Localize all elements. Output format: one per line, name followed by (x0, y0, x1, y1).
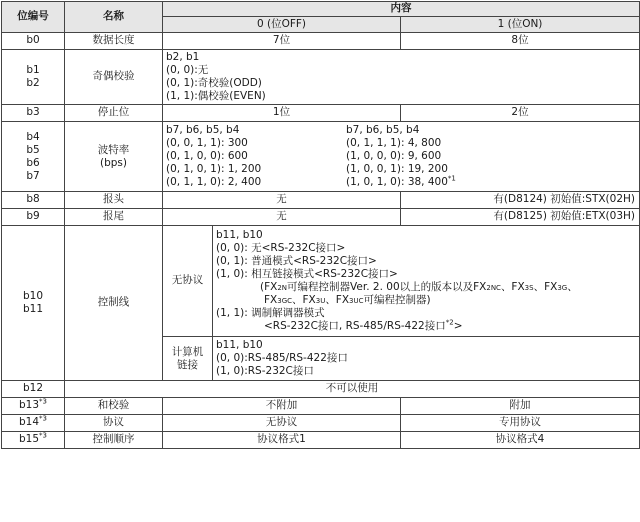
row-b9 (2, 209, 640, 226)
baud-name: 波特率 (97, 143, 130, 156)
baud-line: b7, b6, b5, b4 (166, 124, 240, 136)
name-cell: 控制线 (65, 226, 163, 381)
off-cell: 无 (163, 192, 401, 209)
control-line: (1, 1): 调制解调器模式 (216, 307, 325, 319)
row-b14 (2, 415, 640, 432)
baud-line: b7, b6, b5, b4 (346, 124, 420, 136)
control-line: (0, 1): 普通模式<RS-232C接口> (216, 255, 377, 267)
baud-line: (0, 1, 0, 1): 1, 200 (166, 163, 262, 175)
link-label (163, 337, 213, 381)
off-cell: 无 (163, 209, 401, 226)
bit-label: b2 (26, 77, 40, 89)
text-part: FX (264, 294, 278, 306)
row-b3 (2, 105, 640, 122)
row-b10-b11-noproto (2, 226, 640, 337)
baud-columns (166, 124, 636, 189)
text-part: 、FX (292, 294, 316, 306)
name-cell: 协议 (65, 415, 163, 432)
link-line: b11, b10 (216, 339, 263, 351)
name-cell: 数据长度 (65, 33, 163, 50)
on-cell: 附加 (401, 398, 640, 415)
baud-line (346, 176, 546, 189)
on-cell: 专用协议 (401, 415, 640, 432)
name-cell: 控制顺序 (65, 432, 163, 449)
baud-content (163, 122, 640, 192)
header-off: 0 (位OFF) (163, 17, 401, 33)
bit-cell (2, 226, 65, 381)
model-suffix: 2NC (486, 284, 501, 292)
model-suffix: 3GC (277, 297, 292, 305)
row-b4-b7 (2, 122, 640, 192)
baud-line: (0, 1, 1, 0): 2, 400 (166, 176, 262, 188)
text-part: <RS-232C接口, RS-485/RS-422接口 (264, 320, 446, 332)
name-cell: 停止位 (65, 105, 163, 122)
text-part: 、FX (500, 281, 525, 293)
on-cell: 8位 (401, 33, 640, 50)
parity-line: (0, 0):无 (166, 64, 209, 76)
row-b8 (2, 192, 640, 209)
no-protocol-content (213, 226, 640, 337)
model-suffix: 3G (557, 284, 568, 292)
parity-line: b2, b1 (166, 51, 200, 63)
on-cell: 协议格式4 (401, 432, 640, 449)
baud-line: (1, 0, 0, 1): 19, 200 (346, 163, 448, 175)
off-cell: 7位 (163, 33, 401, 50)
header-on: 1 (位ON) (401, 17, 640, 33)
control-line: (0, 0): 无<RS-232C接口> (216, 242, 346, 254)
row-b0 (2, 33, 640, 50)
control-line: (1, 0): 相互链接模式<RS-232C接口> (216, 268, 398, 280)
bit-cell: b9 (2, 209, 65, 226)
header-bit-no: 位编号 (2, 2, 65, 33)
bit-label: b15 (19, 433, 40, 446)
bit-label: b5 (26, 143, 40, 156)
bit-label: b11 (22, 303, 44, 315)
control-line (216, 294, 636, 307)
on-cell: 2位 (401, 105, 640, 122)
row-b13 (2, 398, 640, 415)
off-cell: 不附加 (163, 398, 401, 415)
link-content (213, 337, 640, 381)
link-label-line: 链接 (177, 358, 198, 371)
header-row-1 (2, 2, 640, 17)
footnote-mark: *3 (39, 414, 47, 423)
parity-line: (1, 1):偶校验(EVEN) (166, 90, 266, 102)
text-part: 可编程控制器Ver. 2. 00以上的版本以及FX (287, 281, 487, 293)
bit-label: b6 (26, 156, 40, 169)
parity-line: (0, 1):奇校验(ODD) (166, 77, 262, 89)
baud-line: (0, 0, 1, 1): 300 (166, 137, 248, 149)
bit-cell: b8 (2, 192, 65, 209)
bit-cell (2, 122, 65, 192)
off-cell: 1位 (163, 105, 401, 122)
link-line: (0, 0):RS-485/RS-422接口 (216, 352, 348, 364)
control-line (216, 320, 636, 333)
row-b15 (2, 432, 640, 449)
bit-cell (2, 50, 65, 105)
footnote-mark: *3 (39, 397, 47, 406)
parity-content (163, 50, 640, 105)
footnote-mark: *1 (447, 174, 456, 183)
control-line: b11, b10 (216, 229, 263, 241)
name-cell: 报头 (65, 192, 163, 209)
off-cell: 协议格式1 (163, 432, 401, 449)
bit-label: b14 (19, 416, 40, 429)
on-cell: 有(D8125) 初始值:ETX(03H) (401, 209, 640, 226)
bit-label: b10 (22, 290, 44, 302)
row-b12 (2, 381, 640, 398)
off-cell: 无协议 (163, 415, 401, 432)
text-part: 、 (567, 281, 578, 293)
name-cell: 报尾 (65, 209, 163, 226)
bit-cell (2, 432, 65, 449)
unused-cell: 不可以使用 (65, 381, 640, 398)
baud-unit: (bps) (100, 156, 127, 169)
text-part: 、FX (325, 294, 350, 306)
name-cell: 和校验 (65, 398, 163, 415)
bit-cell: b3 (2, 105, 65, 122)
bit-cell (2, 398, 65, 415)
baud-line: (0, 1, 0, 0): 600 (166, 150, 248, 162)
model-suffix: 3S (524, 284, 534, 292)
bit-label: b4 (26, 130, 40, 143)
header-name: 名称 (65, 2, 163, 33)
bit-label: b13 (19, 399, 40, 412)
baud-line: (0, 1, 1, 1): 4, 800 (346, 137, 442, 149)
text-part: > (453, 320, 463, 332)
bit-cell: b12 (2, 381, 65, 398)
baud-left (166, 124, 346, 189)
model-suffix: 2N (277, 284, 288, 292)
on-cell: 有(D8124) 初始值:STX(02H) (401, 192, 640, 209)
bit-label: b7 (26, 169, 40, 182)
name-cell (65, 122, 163, 192)
row-b1-b2 (2, 50, 640, 105)
control-line (216, 281, 636, 294)
bit-cell (2, 415, 65, 432)
link-line: (1, 0):RS-232C接口 (216, 365, 314, 377)
model-suffix: 3U (315, 297, 326, 305)
bit-cell: b0 (2, 33, 65, 50)
model-suffix: 3UC (349, 297, 364, 305)
header-content: 内容 (163, 2, 640, 17)
footnote-mark: *2 (445, 318, 454, 327)
text-part: 可编程控制器) (363, 294, 431, 306)
name-cell: 奇偶校验 (65, 50, 163, 105)
text-part: 、FX (533, 281, 558, 293)
no-protocol-label: 无协议 (163, 226, 213, 337)
baud-line: (1, 0, 0, 0): 9, 600 (346, 150, 442, 162)
comm-format-table (1, 1, 640, 449)
text-part: (FX (260, 281, 278, 293)
baud-value: (1, 0, 1, 0): 38, 400 (346, 176, 448, 188)
baud-right (346, 124, 546, 189)
bit-label: b1 (26, 64, 40, 76)
footnote-mark: *3 (39, 431, 47, 440)
link-label-line: 计算机 (171, 345, 204, 358)
